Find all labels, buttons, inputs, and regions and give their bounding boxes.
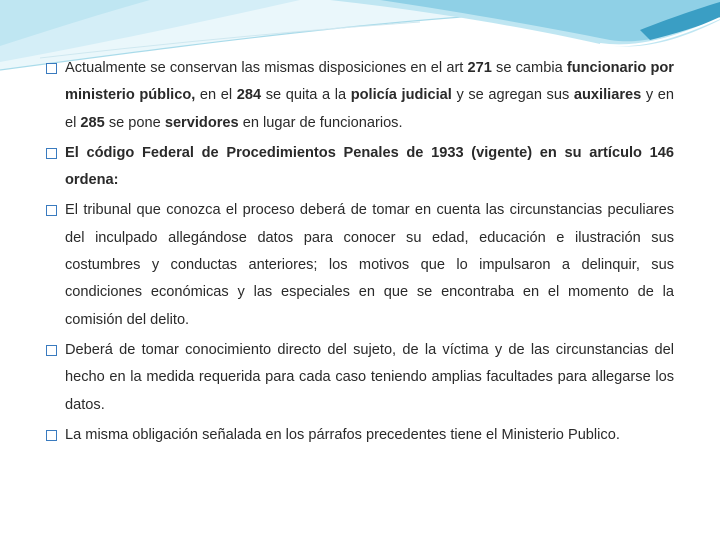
text-segment: se cambia xyxy=(491,60,567,76)
bold-text-segment: 285 xyxy=(80,114,105,131)
text-segment: en lugar de funcionarios. xyxy=(238,114,403,131)
bullet-text-codigo-federal: El código Federal de Procedimientos Penales de 1933 (vigente) en su artículo 146 ordena: xyxy=(65,144,674,189)
bold-text-segment: funcionario por ministerio público, xyxy=(65,60,674,104)
text-segment: y en el xyxy=(65,87,674,131)
bold-text-segment: 271 xyxy=(467,60,492,76)
square-bullet-icon xyxy=(46,63,57,74)
text-segment: se quita a la xyxy=(261,87,351,104)
square-bullet-icon xyxy=(46,148,57,159)
bullet-item-tribunal xyxy=(46,197,674,333)
square-bullet-icon xyxy=(46,430,57,441)
bullet-text-ministerio-publico: La misma obligación señalada en los párrafos precedentes tiene el Ministerio Publico. xyxy=(65,426,620,443)
bullet-text-art-271 xyxy=(65,60,674,131)
bullet-list xyxy=(46,55,674,452)
text-segment: Actualmente se conservan las mismas disposiciones en el art xyxy=(65,60,468,76)
bullet-text-conocimiento: Deberá de tomar conocimiento directo del sujeto, de la víctima y de las circunstancias del hecho en la medida requerida para cada caso teniendo amplias facultades para allegarse los datos. xyxy=(65,341,674,413)
bullet-item-codigo-federal xyxy=(46,140,674,195)
text-segment: y se agregan sus xyxy=(451,87,574,104)
bullet-item-ministerio-publico xyxy=(46,422,674,449)
bullet-text-tribunal: El tribunal que conozca el proceso deberá de tomar en cuenta las circunstancias peculiares del inculpado allegándose datos para conocer su edad, educación e ilustración sus costumbres y conductas anteriores; los motivos que lo impulsaron a delinquir, sus condiciones económicas y las especiales en que se encontraba en el momento de la comisión del delito. xyxy=(65,202,674,328)
text-segment: en el xyxy=(195,87,237,104)
bold-text-segment: 284 xyxy=(236,87,262,104)
text-segment: se pone xyxy=(104,114,165,131)
bold-text-segment: servidores xyxy=(164,114,239,131)
square-bullet-icon xyxy=(46,345,57,356)
square-bullet-icon xyxy=(46,205,57,216)
bullet-item-conocimiento xyxy=(46,337,674,419)
bold-text-segment: auxiliares xyxy=(573,87,642,104)
bold-text-segment: policía judicial xyxy=(350,87,452,104)
bullet-item-art-271 xyxy=(46,55,674,137)
